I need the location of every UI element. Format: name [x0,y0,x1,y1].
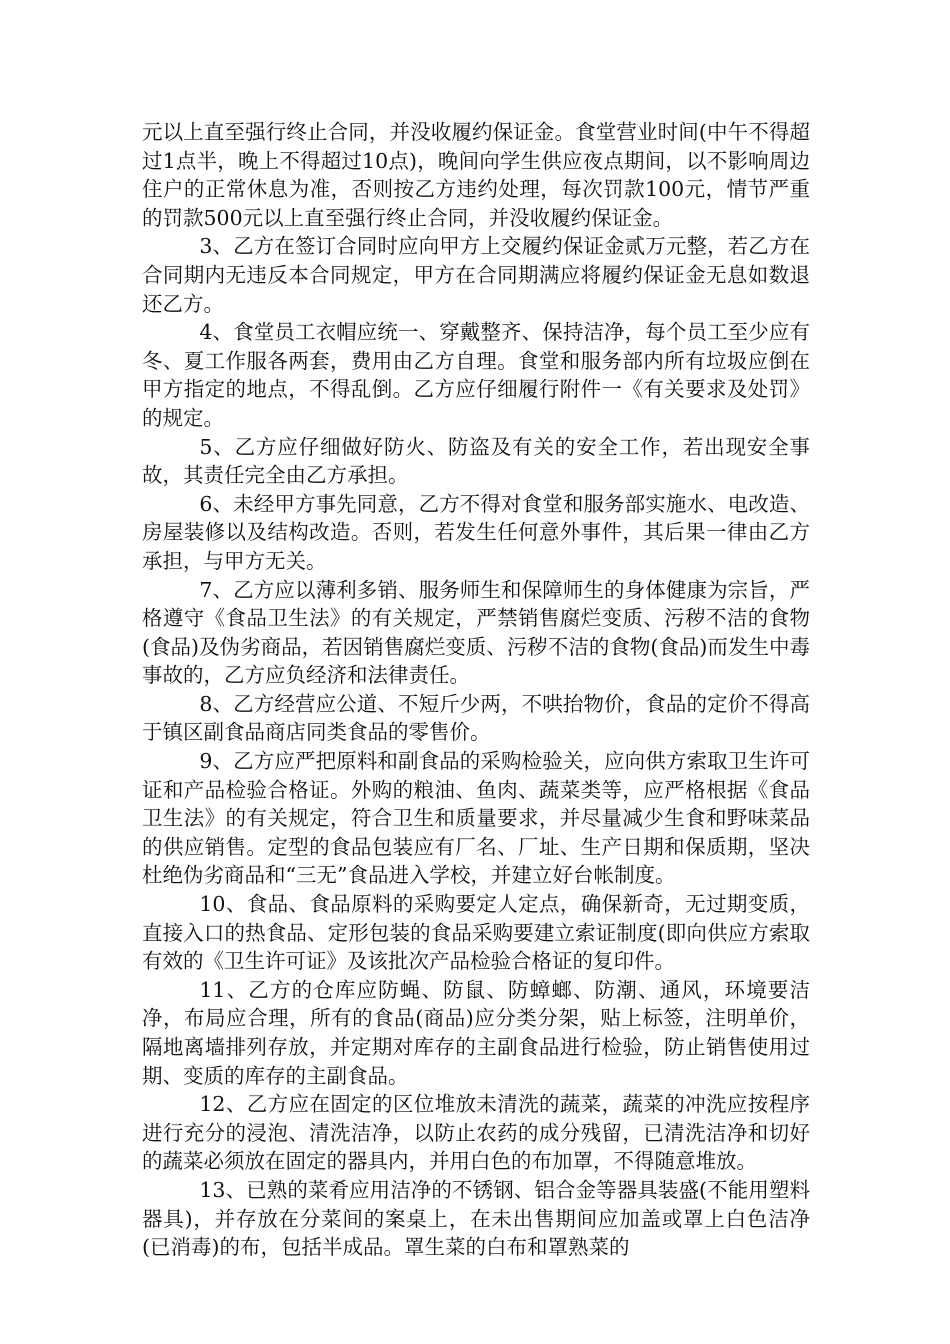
paragraph-clause-6: 6、未经甲方事先同意，乙方不得对食堂和服务部实施水、电改造、房屋装修以及结构改造。否则，若发生任何意外事件，其后果一律由乙方承担，与甲方无关。 [142,491,810,573]
paragraph-clause-11: 11、乙方的仓库应防蝇、防鼠、防蟑螂、防潮、通风，环境要洁净，布局应合理，所有的食品(商品)应分类分架，贴上标签，注明单价，隔地离墙排列存放，并定期对库存的主副食品进行检验，防止销售使用过期、变质的库存的主副食品。 [142,977,810,1088]
paragraph-clause-4: 4、食堂员工衣帽应统一、穿戴整齐、保持洁净，每个员工至少应有冬、夏工作服各两套，费用由乙方自理。食堂和服务部内所有垃圾应倒在甲方指定的地点，不得乱倒。乙方应仔细履行附件一《有关要求及处罚》的规定。 [142,320,810,430]
paragraph-clause-12: 12、乙方应在固定的区位堆放未清洗的蔬菜，蔬菜的冲洗应按程序进行充分的浸泡、清洗洁净，以防止农药的成分残留，已清洗洁净和切好的蔬菜必须放在固定的器具内，并用白色的布加罩，不得随意堆放。 [142,1092,810,1174]
paragraph-clause-10: 10、食品、食品原料的采购要定人定点，确保新奇，无过期变质，直接入口的热食品、定形包装的食品采购要建立索证制度(即向供应方索取有效的《卫生许可证》及该批次产品检验合格证的复印件。 [142,892,810,974]
paragraph-clause-8: 8、乙方经营应公道、不短斤少两，不哄抬物价，食品的定价不得高于镇区副食品商店同类食品的零售价。 [142,691,810,745]
paragraph-clause-3: 3、乙方在签订合同时应向甲方上交履约保证金贰万元整，若乙方在合同期内无违反本合同规定，甲方在合同期满应将履约保证金无息如数退还乙方。 [142,234,810,316]
document-body [142,118,810,1262]
paragraph-continuation: 元以上直至强行终止合同，并没收履约保证金。食堂营业时间(中午不得超过1点半，晚上不得超过10点)，晚间向学生供应夜点期间，以不影响周边住户的正常休息为准，否则按乙方违约处理，每次罚款100元，情节严重的罚款500元以上直至强行终止合同，并没收履约保证金。 [142,120,810,230]
paragraph-clause-7: 7、乙方应以薄利多销、服务师生和保障师生的身体健康为宗旨，严格遵守《食品卫生法》的有关规定，严禁销售腐烂变质、污秽不洁的食物(食品)及伪劣商品，若因销售腐烂变质、污秽不洁的食物(食品)而发生中毒事故的，乙方应负经济和法律责任。 [142,577,810,688]
paragraph-clause-9: 9、乙方应严把原料和副食品的采购检验关，应向供方索取卫生许可证和产品检验合格证。外购的粮油、鱼肉、蔬菜类等，应严格根据《食品卫生法》的有关规定，符合卫生和质量要求，并尽量减少生食和野味菜品的供应销售。定型的食品包装应有厂名、厂址、生产日期和保质期，坚决杜绝伪劣商品和“三无”食品进入学校，并建立好台帐制度。 [142,749,810,888]
paragraph-clause-5: 5、乙方应仔细做好防火、防盗及有关的安全工作，若出现安全事故，其责任完全由乙方承担。 [142,434,810,488]
paragraph-clause-13: 13、已熟的菜肴应用洁净的不锈钢、铝合金等器具装盛(不能用塑料器具)，并存放在分菜间的案桌上，在未出售期间应加盖或罩上白色洁净(已消毒)的布，包括半成品。罩生菜的白布和罩熟菜的 [142,1177,810,1260]
